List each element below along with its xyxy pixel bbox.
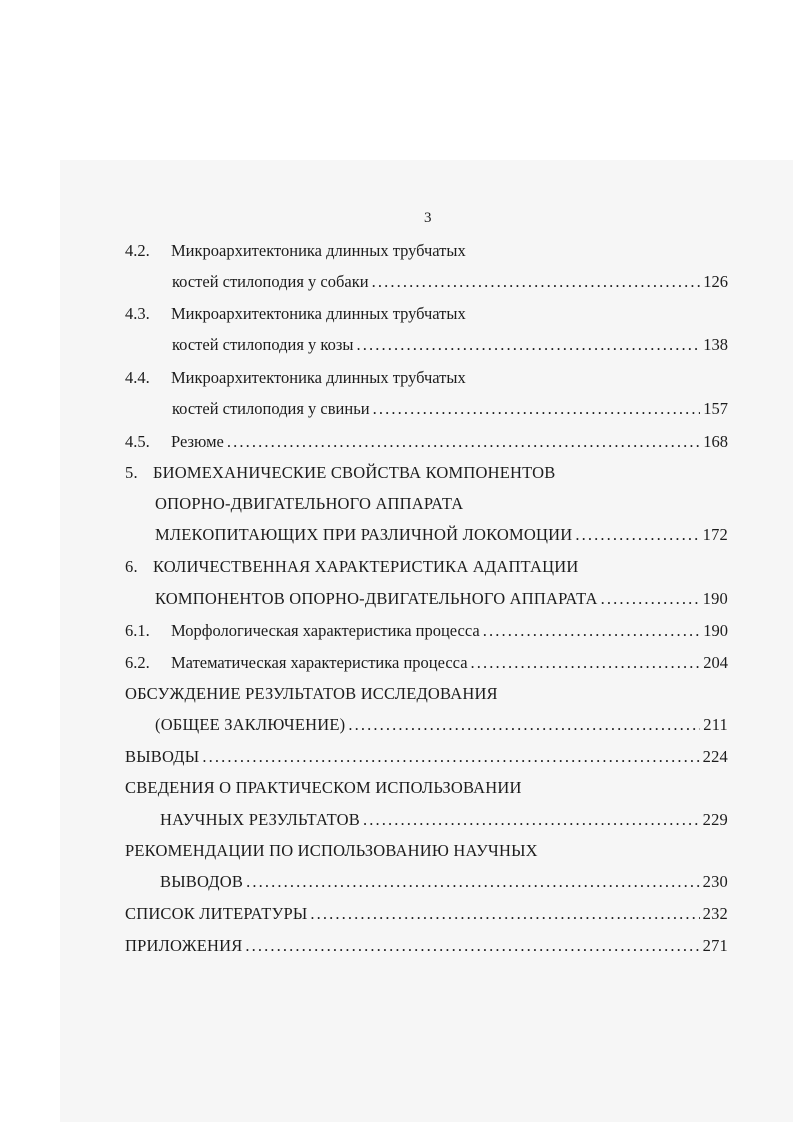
- toc-entry-number: 4.2.: [125, 241, 150, 260]
- dot-leader: [363, 809, 700, 831]
- toc-entry-title: Микроархитектоника длинных трубчатых: [171, 368, 466, 387]
- dot-leader: [227, 431, 700, 453]
- toc-section-title: РЕКОМЕНДАЦИИ ПО ИСПОЛЬЗОВАНИЮ НАУЧНЫХ: [125, 841, 538, 860]
- dot-leader: [471, 652, 701, 674]
- toc-conclusions: [125, 746, 728, 768]
- toc-entry-title: костей стилоподия у козы: [172, 335, 354, 354]
- toc-page-number: 211: [703, 715, 728, 734]
- toc-entry-number: 4.5.: [125, 432, 150, 451]
- toc-entry-4-4-continuation: [172, 398, 728, 420]
- toc-entry-title: Микроархитектоника длинных трубчатых: [171, 304, 466, 323]
- toc-section-title: СПИСОК ЛИТЕРАТУРЫ: [125, 904, 308, 923]
- toc-page-number: 168: [703, 432, 728, 451]
- dot-leader: [348, 714, 700, 736]
- toc-chapter-title: КОМПОНЕНТОВ ОПОРНО-ДВИГАТЕЛЬНОГО АППАРАТА: [155, 589, 598, 608]
- toc-entry-title: костей стилоподия у собаки: [172, 272, 369, 291]
- toc-section-title: (ОБЩЕЕ ЗАКЛЮЧЕНИЕ): [155, 715, 346, 734]
- toc-entry-number: 6.2.: [125, 653, 150, 672]
- toc-page-number: 204: [703, 653, 728, 672]
- toc-section-title: ОБСУЖДЕНИЕ РЕЗУЛЬТАТОВ ИССЛЕДОВАНИЯ: [125, 684, 498, 703]
- toc-entry-number: 6.1.: [125, 621, 150, 640]
- toc-chapter-number: 5.: [125, 463, 138, 482]
- toc-entry-title: Микроархитектоника длинных трубчатых: [171, 241, 466, 260]
- dot-leader: [246, 871, 700, 893]
- toc-entry-6-1: [125, 620, 728, 642]
- dot-leader: [310, 903, 699, 925]
- toc-entry-4-3-continuation: [172, 334, 728, 356]
- toc-chapter-title: ОПОРНО-ДВИГАТЕЛЬНОГО АППАРАТА: [155, 494, 464, 513]
- toc-chapter-5-line2: [155, 493, 715, 515]
- toc-page-number: 190: [702, 589, 728, 608]
- toc-entry-number: 4.4.: [125, 368, 150, 387]
- toc-entry-title: Морфологическая характеристика процесса: [171, 621, 480, 640]
- toc-section-title: ВЫВОДОВ: [160, 872, 244, 891]
- dot-leader: [373, 398, 701, 420]
- dot-leader: [575, 524, 699, 546]
- toc-page-number: 232: [702, 904, 728, 923]
- toc-entry-title: Математическая характеристика процесса: [171, 653, 468, 672]
- toc-chapter-title: МЛЕКОПИТАЮЩИХ ПРИ РАЗЛИЧНОЙ ЛОКОМОЦИИ: [155, 525, 573, 544]
- toc-references: [125, 903, 728, 925]
- toc-chapter-5-title: [125, 462, 725, 484]
- toc-entry-title: костей стилоподия у свиньи: [172, 399, 370, 418]
- toc-page-number: 230: [702, 872, 728, 891]
- toc-page-number: 224: [702, 747, 728, 766]
- toc-section-title: СВЕДЕНИЯ О ПРАКТИЧЕСКОМ ИСПОЛЬЗОВАНИИ: [125, 778, 522, 797]
- toc-practical-title: [125, 777, 725, 799]
- page-number: 3: [424, 210, 432, 226]
- toc-practical-line2: [160, 809, 728, 831]
- toc-entry-4-3-title: [125, 303, 725, 325]
- dot-leader: [483, 620, 701, 642]
- dot-leader: [202, 746, 699, 768]
- toc-page-number: 271: [702, 936, 728, 955]
- toc-chapter-5-line3: [155, 524, 728, 546]
- toc-recommendations-line2: [160, 871, 728, 893]
- toc-chapter-title: КОЛИЧЕСТВЕННАЯ ХАРАКТЕРИСТИКА АДАПТАЦИИ: [153, 557, 579, 576]
- toc-entry-number: 4.3.: [125, 304, 150, 323]
- toc-entry-title: Резюме: [171, 432, 224, 451]
- toc-entry-4-4-title: [125, 367, 725, 389]
- dot-leader: [601, 588, 700, 610]
- toc-page-number: 138: [703, 335, 728, 354]
- toc-discussion-title: [125, 683, 725, 705]
- toc-entry-6-2: [125, 652, 728, 674]
- toc-page-number: 126: [703, 272, 728, 291]
- toc-chapter-6-line2: [155, 588, 728, 610]
- toc-chapter-6-title: [125, 556, 725, 578]
- toc-chapter-title: БИОМЕХАНИЧЕСКИЕ СВОЙСТВА КОМПОНЕНТОВ: [153, 463, 556, 482]
- toc-discussion-line2: [155, 714, 728, 736]
- toc-appendices: [125, 935, 728, 957]
- toc-entry-4-5: [125, 431, 728, 453]
- toc-section-title: НАУЧНЫХ РЕЗУЛЬТАТОВ: [160, 810, 360, 829]
- toc-entry-4-2-title: [125, 240, 725, 262]
- toc-page-number: 172: [702, 525, 728, 544]
- toc-chapter-number: 6.: [125, 557, 138, 576]
- toc-page-number: 157: [703, 399, 728, 418]
- toc-entry-4-2-continuation: [172, 271, 728, 293]
- toc-section-title: ВЫВОДЫ: [125, 747, 200, 766]
- toc-page-number: 229: [702, 810, 728, 829]
- dot-leader: [356, 334, 700, 356]
- dot-leader: [372, 271, 701, 293]
- toc-recommendations-title: [125, 840, 725, 862]
- toc-page-number: 190: [703, 621, 728, 640]
- toc-section-title: ПРИЛОЖЕНИЯ: [125, 936, 243, 955]
- dot-leader: [245, 935, 699, 957]
